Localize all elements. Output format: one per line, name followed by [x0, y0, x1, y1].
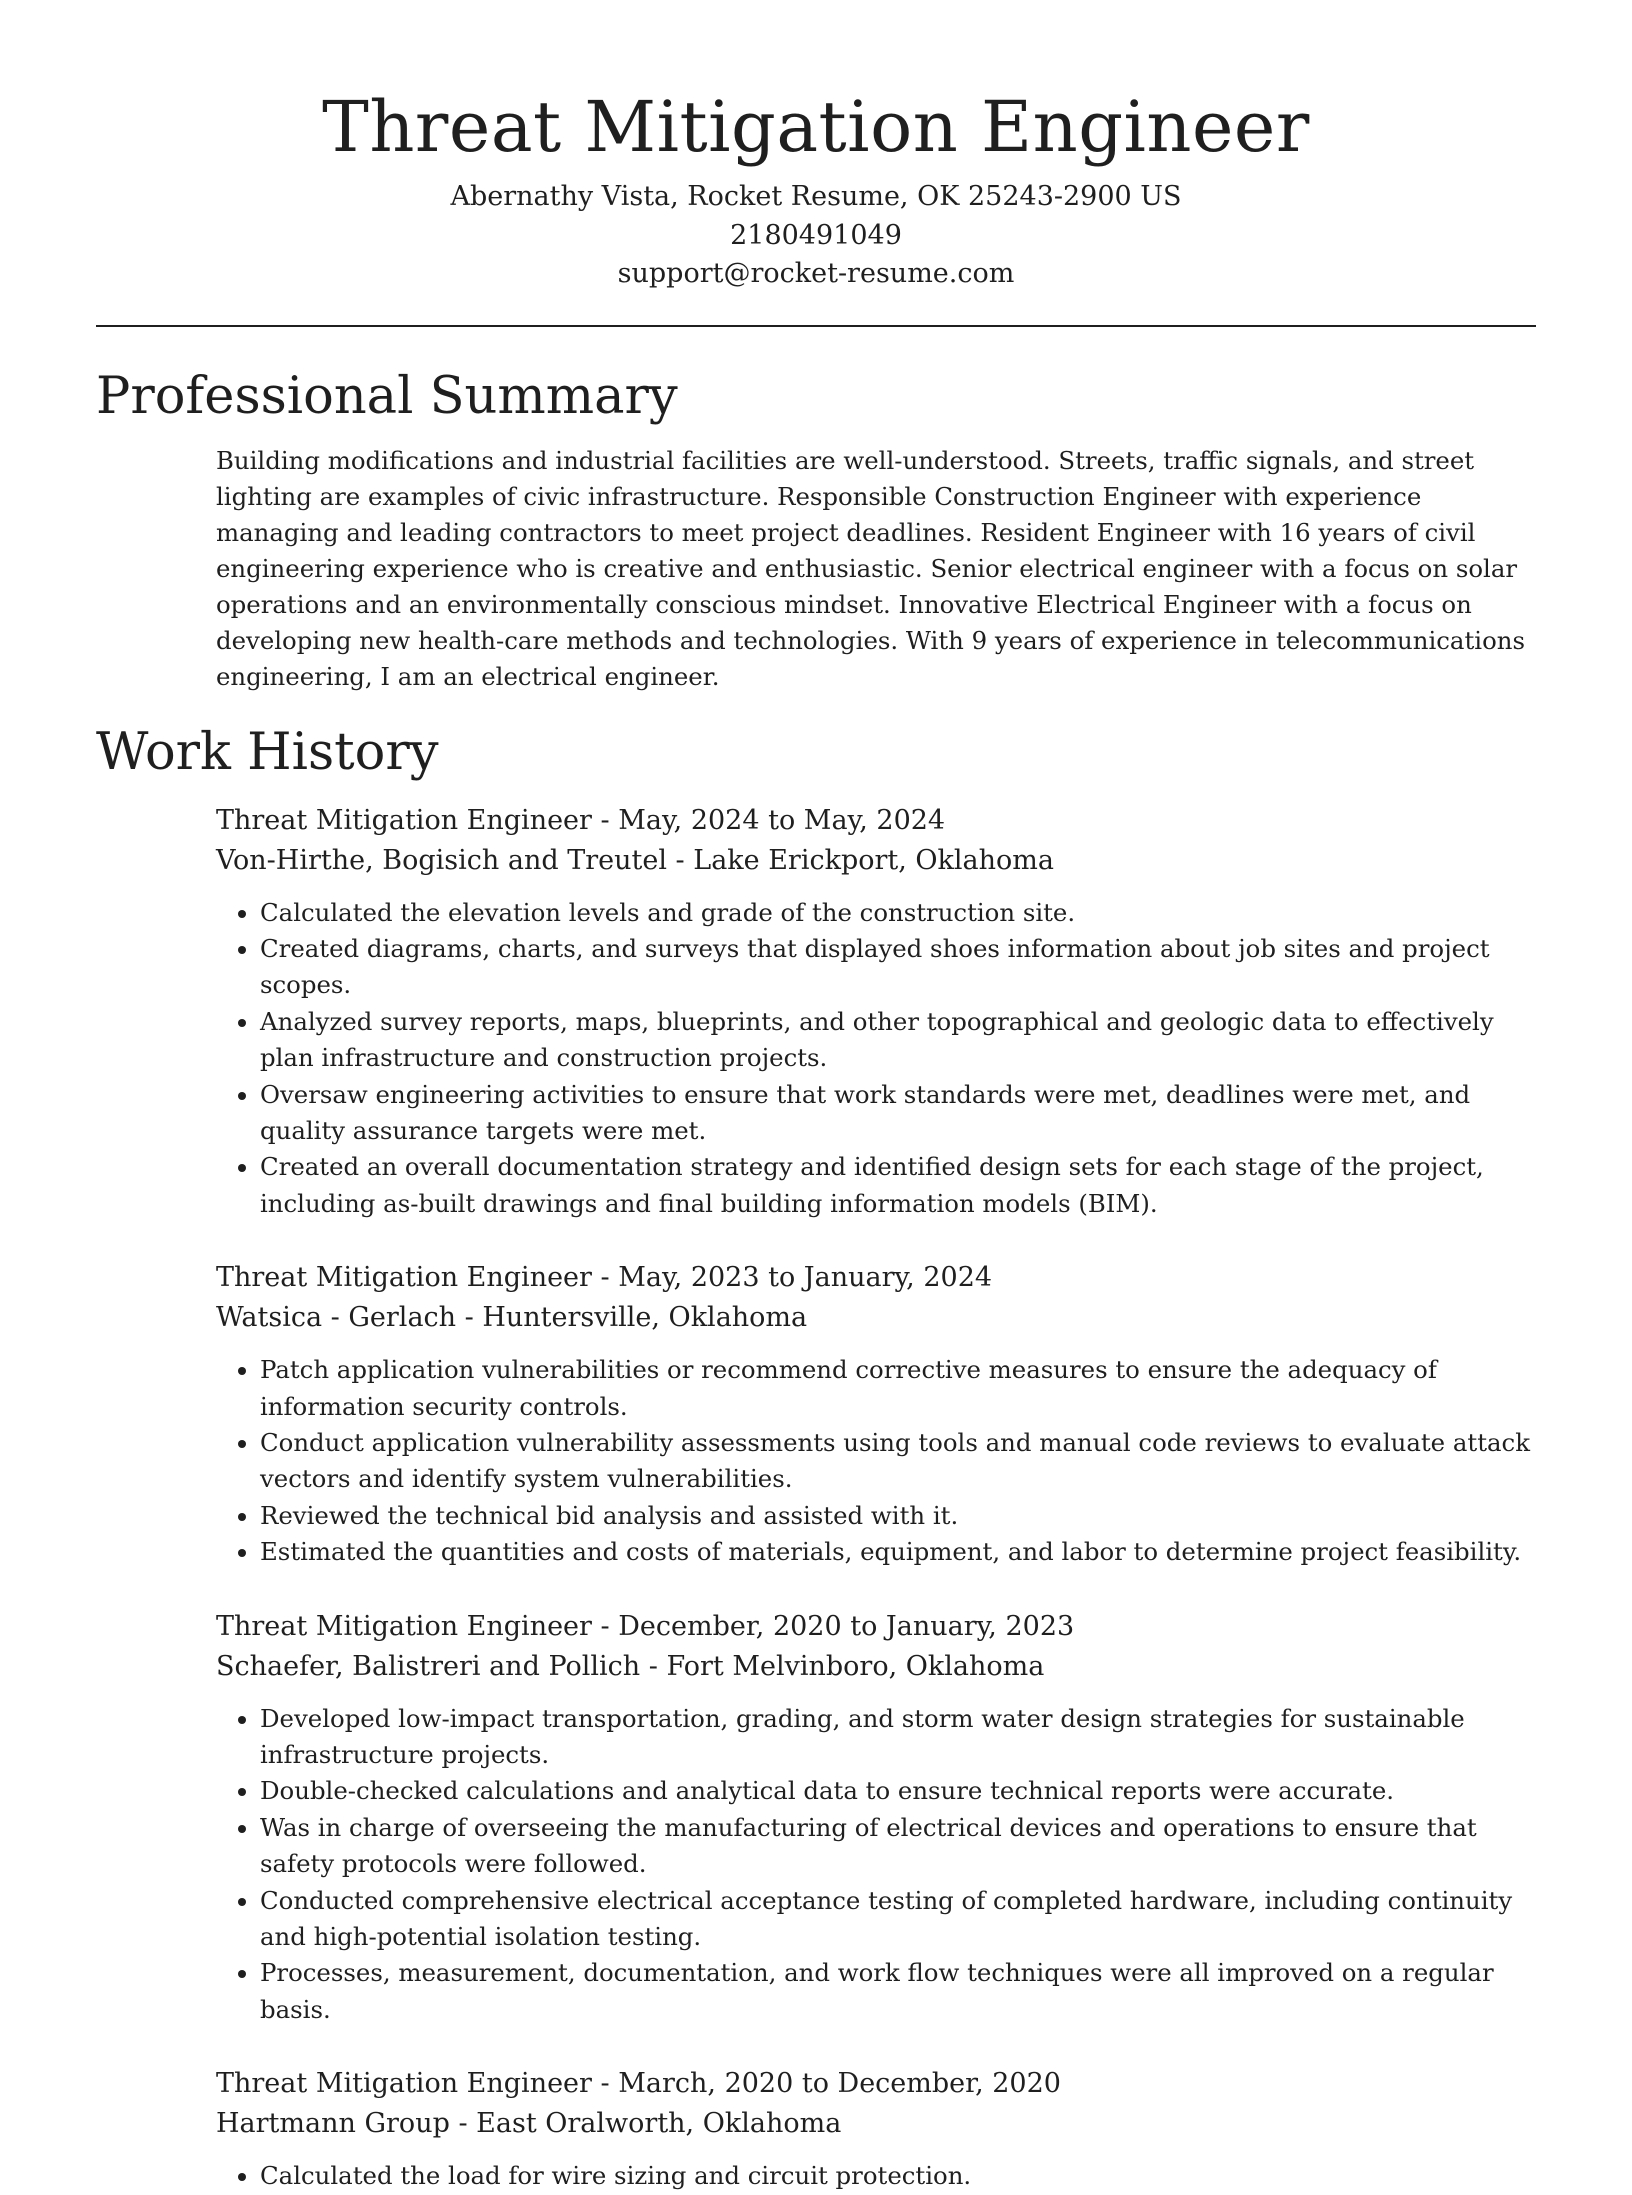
- job-bullets: [216, 1352, 1536, 1570]
- job-bullets: [216, 895, 1536, 1223]
- job-role: Threat Mitigation Engineer: [216, 804, 592, 836]
- job-company: Hartmann Group: [216, 2108, 450, 2140]
- separator: -: [591, 1610, 619, 1642]
- contact-phone: 2180491049: [730, 219, 902, 251]
- job-title-line: [216, 2064, 1536, 2104]
- job-bullet: • Developed low-impact transportation, grading, and storm water design strategies for sustainable infrastructure projects.: [260, 1701, 1536, 1774]
- job-title-line: [216, 1607, 1536, 1647]
- job-company-line: [216, 2104, 1536, 2144]
- job-company: Watsica - Gerlach: [216, 1302, 457, 1334]
- job-bullet: • Conducted comprehensive electrical acceptance testing of completed hardware, including continuity and high-potential isolation testing.: [260, 1883, 1536, 1956]
- candidate-name: Threat Mitigation Engineer: [322, 86, 1310, 168]
- job-bullet: • Double-checked calculations and analytical data to ensure technical reports were accurate.: [260, 1773, 1536, 1809]
- job-bullet: • Estimated the quantities and costs of materials, equipment, and labor to determine project feasibility.: [260, 1534, 1536, 1570]
- contact-address: Abernathy Vista, Rocket Resume, OK 25243-2900 US: [450, 181, 1182, 212]
- job-entry: [216, 2064, 1536, 2194]
- job-role: Threat Mitigation Engineer: [216, 1262, 592, 1294]
- separator: -: [591, 1262, 619, 1294]
- job-location: Lake Erickport, Oklahoma: [693, 844, 1054, 876]
- summary-heading: Professional Summary: [96, 366, 678, 426]
- job-bullet: • Was in charge of overseeing the manufacturing of electrical devices and operations to ensure that safety protocols were followed.: [260, 1810, 1536, 1883]
- job-company: Schaefer, Balistreri and Pollich: [216, 1650, 641, 1682]
- job-bullet: • Processes, measurement, documentation, and work flow techniques were all improved on a regular basis.: [260, 1955, 1536, 2028]
- job-bullet: • Reviewed the technical bid analysis and assisted with it.: [260, 1498, 1536, 1534]
- job-bullet: • Conduct application vulnerability assessments using tools and manual code reviews to evaluate attack vectors and identify system vulnerabilities.: [260, 1425, 1536, 1498]
- job-company-line: [216, 1647, 1536, 1687]
- job-location: Huntersville, Oklahoma: [482, 1302, 808, 1334]
- job-company: Von-Hirthe, Bogisich and Treutel: [216, 844, 667, 876]
- job-bullets: [216, 1701, 1536, 2029]
- job-title-line: [216, 1258, 1536, 1298]
- job-dates: May, 2023 to January, 2024: [618, 1262, 993, 1294]
- job-bullet: • Oversaw engineering activities to ensure that work standards were met, deadlines were met, and quality assurance targets were met.: [260, 1077, 1536, 1150]
- job-role: Threat Mitigation Engineer: [216, 1610, 592, 1642]
- job-dates: December, 2020 to January, 2023: [618, 1610, 1075, 1642]
- job-bullet: • Calculated the elevation levels and grade of the construction site.: [260, 895, 1536, 931]
- job-company-line: [216, 841, 1536, 881]
- resume-header: [96, 0, 1536, 294]
- job-bullet: • Created diagrams, charts, and surveys that displayed shoes information about job sites and project scopes.: [260, 931, 1536, 1004]
- job-bullet: • Created an overall documentation strategy and identified design sets for each stage of the project, including as-built drawings and final building information models (BIM).: [260, 1149, 1536, 1222]
- job-bullet: • Analyzed survey reports, maps, blueprints, and other topographical and geologic data to effectively plan infrastructure and construction projects.: [260, 1004, 1536, 1077]
- separator: -: [591, 804, 619, 836]
- separator: -: [666, 844, 694, 876]
- job-entry: [216, 1258, 1536, 1570]
- separator: -: [591, 2068, 619, 2100]
- summary-text: Building modifications and industrial facilities are well-understood. Streets, traffic signals, and street lighting are examples of civic infrastructure. Responsible Construction Engineer with experience managing and leading contractors to meet project deadlines. Resident Engineer with 16 years of civil engineering experience who is creative and enthusiastic. Senior electrical engineer with a focus on solar operations and an environmentally conscious mindset. Innovative Electrical Engineer with a focus on developing new health-care methods and technologies. With 9 years of experience in telecommunications engineering, I am an electrical engineer.: [216, 445, 1525, 691]
- resume-page: [96, 0, 1536, 2195]
- job-role: Threat Mitigation Engineer: [216, 2068, 592, 2100]
- job-entry: [216, 1607, 1536, 2029]
- job-dates: March, 2020 to December, 2020: [618, 2068, 1061, 2100]
- job-title-line: [216, 801, 1536, 841]
- job-dates: May, 2024 to May, 2024: [618, 804, 946, 836]
- job-bullet: • Patch application vulnerabilities or recommend corrective measures to ensure the adequacy of information security controls.: [260, 1352, 1536, 1425]
- job-company-line: [216, 1298, 1536, 1338]
- job-bullet: • Calculated the load for wire sizing and circuit protection.: [260, 2158, 1536, 2194]
- job-location: Fort Melvinboro, Oklahoma: [666, 1650, 1045, 1682]
- job-entry: [216, 801, 1536, 1223]
- work-history-heading: Work History: [96, 722, 439, 782]
- contact-block: [96, 178, 1536, 294]
- header-divider: [96, 325, 1536, 327]
- separator: -: [449, 2108, 477, 2140]
- separator: -: [456, 1302, 483, 1334]
- job-bullets: [216, 2158, 1536, 2194]
- contact-email: support@rocket-resume.com: [617, 258, 1015, 289]
- separator: -: [640, 1650, 667, 1682]
- job-location: East Oralworth, Oklahoma: [476, 2108, 842, 2140]
